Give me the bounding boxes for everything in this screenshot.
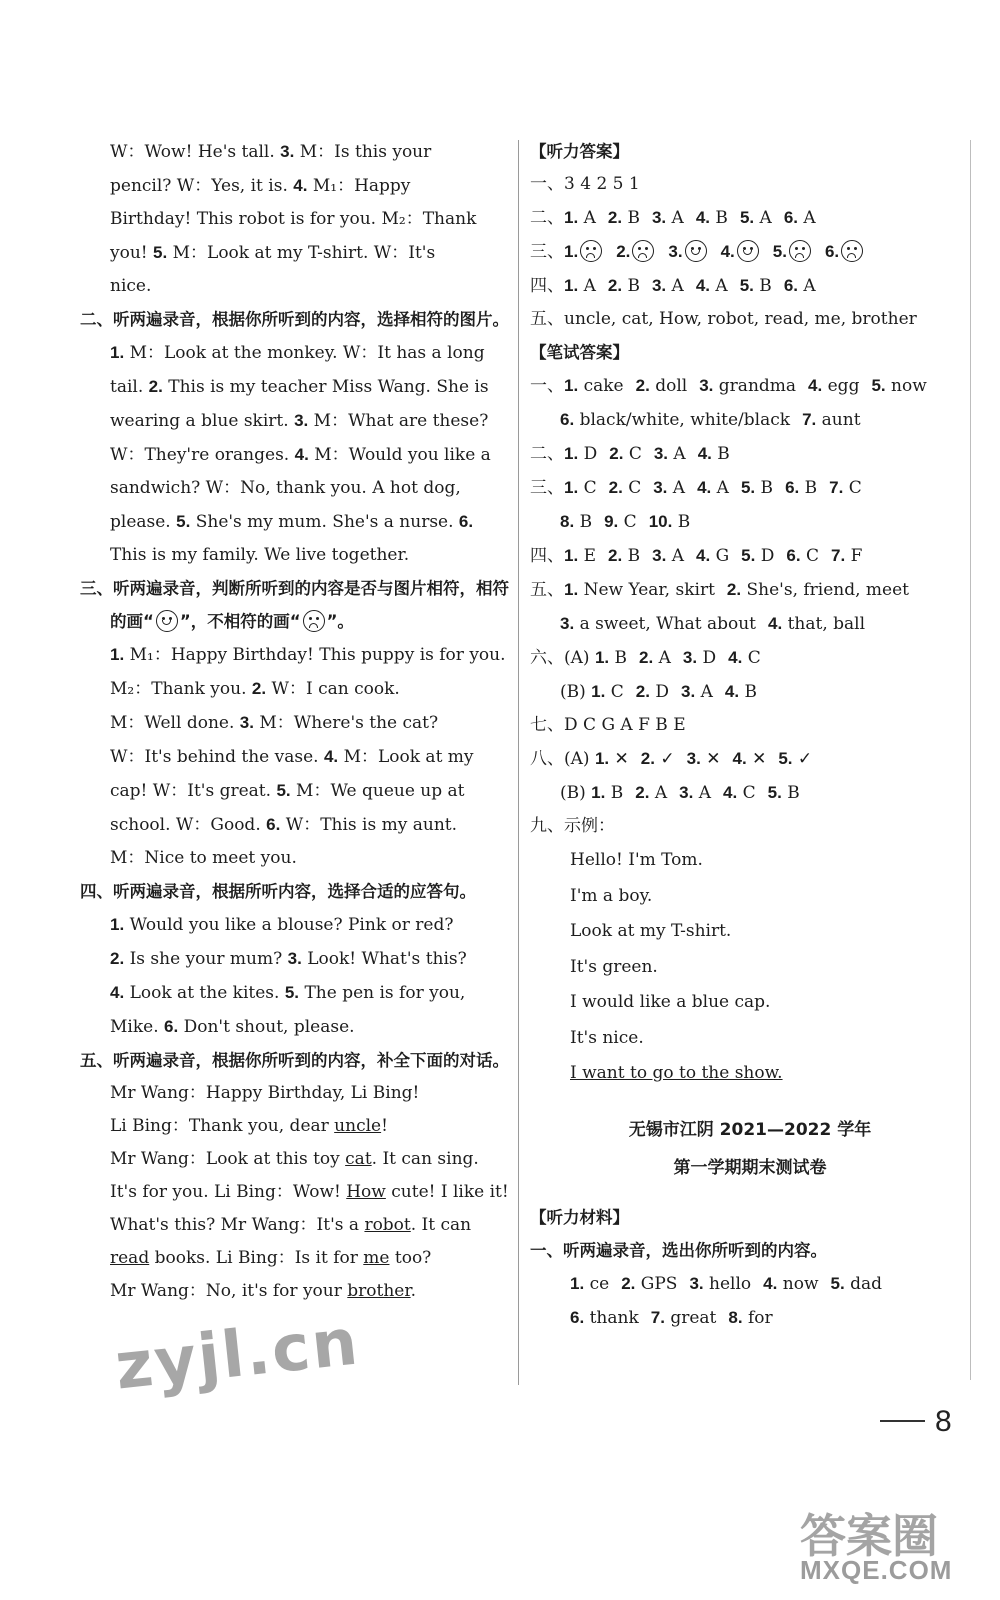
answer-line bbox=[530, 1301, 970, 1335]
text-line: W：Wow! He's tall. 3. M：Is this your bbox=[110, 142, 432, 162]
answer-line: 七、D C G A F B E bbox=[530, 715, 686, 735]
page-number-dash bbox=[880, 1420, 925, 1422]
answer-number: 1. bbox=[564, 546, 579, 565]
answer-value: A bbox=[649, 783, 668, 803]
answer-value: She's, friend, meet bbox=[741, 580, 910, 600]
answer-number: 9. bbox=[604, 512, 619, 531]
answer-number: 5. bbox=[767, 783, 782, 802]
answer-value: A bbox=[711, 478, 729, 498]
answer-number: 7. bbox=[802, 410, 817, 429]
answer-item bbox=[609, 444, 642, 464]
answer-value: G bbox=[710, 546, 730, 566]
answer-item bbox=[564, 444, 597, 464]
answer-value: B bbox=[672, 512, 691, 532]
answer-number: 5. bbox=[739, 276, 754, 295]
answer-item bbox=[831, 1274, 883, 1294]
answer-number: 3. bbox=[652, 546, 667, 565]
answer-number: 1. bbox=[591, 783, 606, 802]
answer-number: 1. bbox=[564, 478, 579, 497]
text-line: nice. bbox=[110, 276, 152, 296]
answer-value: A bbox=[798, 276, 816, 296]
answer-item bbox=[649, 512, 691, 532]
answer-number: 2. bbox=[621, 1274, 636, 1293]
watermark-logo: 答案圈 bbox=[800, 1509, 938, 1563]
answer-value: great bbox=[664, 1308, 717, 1328]
section-heading: 四、听两遍录音，根据所听内容，选择合适的应答句。 bbox=[80, 882, 476, 901]
watermark-url: MXQE.COM bbox=[800, 1555, 953, 1585]
right-column bbox=[530, 135, 970, 1335]
dialogue: Mr Wang：Happy Birthday, Li Bing! Li Bing：Thank you, dear uncle! Mr Wang：Look at this toy cat. It can sing. It's for you. Li Bing：Wow! How cute! I like it! What's this? Mr Wang：It's a robot. It can read books. Li Bing：Is it for me too? Mr Wang：No, it's for your brother. bbox=[110, 1083, 509, 1301]
answer-value: A bbox=[710, 276, 728, 296]
answer-value: B bbox=[711, 444, 730, 464]
answer-value: A bbox=[653, 648, 671, 668]
answer-number: 1. bbox=[564, 444, 579, 463]
answer-item bbox=[683, 648, 716, 668]
answer-number: 5. bbox=[871, 376, 886, 395]
answer-number: 4. bbox=[695, 546, 711, 565]
answer-number: 6. bbox=[824, 242, 840, 261]
text-line: pencil? W：Yes, it is. 4. M₁：Happy bbox=[110, 176, 411, 196]
answer-item bbox=[681, 682, 713, 702]
answer-item bbox=[564, 376, 624, 396]
answer-number: 3. bbox=[686, 749, 701, 768]
answer-value: B bbox=[609, 648, 628, 668]
answer-value: egg bbox=[822, 376, 860, 396]
text-para: 1. Would you like a blouse? Pink or red? 2. Is she your mum? 3. Look! What's this? 4. Look at the kites. 5. The pen is for you, Mike. 6. Don't shout, please. bbox=[110, 915, 467, 1037]
answer-item bbox=[698, 444, 730, 464]
answer-item bbox=[608, 276, 640, 296]
text-line: you! 5. M：Look at my T-shirt. W：It's bbox=[110, 243, 436, 263]
example-line: I'm a boy. bbox=[570, 885, 653, 906]
answer-item bbox=[825, 242, 865, 262]
answer-item bbox=[740, 276, 772, 296]
answer-item bbox=[595, 749, 629, 769]
answer-value: ✕ bbox=[746, 749, 767, 769]
answer-number: 3. bbox=[679, 783, 694, 802]
test-subtitle: 第一学期期末测试卷 bbox=[673, 1158, 827, 1178]
answer-value: C bbox=[622, 478, 642, 498]
answer-item bbox=[639, 648, 671, 668]
answer-value: ce bbox=[584, 1274, 610, 1294]
answer-number: 4. bbox=[763, 1274, 778, 1293]
answer-heading: 【听力材料】 bbox=[530, 1208, 629, 1227]
answer-heading: 【听力答案】 bbox=[530, 142, 629, 161]
answer-line: 八、(A) 1. ✕ 2. ✓ 3. ✕ 4. ✕ 5. ✓ bbox=[530, 749, 813, 769]
answer-value: D bbox=[697, 648, 717, 668]
answer-number: 1. bbox=[564, 242, 579, 261]
answer-item bbox=[652, 276, 684, 296]
answer-value: A bbox=[693, 783, 712, 803]
text-line: Birthday! This robot is for you. M₂：Thank bbox=[110, 209, 477, 229]
answer-line bbox=[530, 505, 970, 539]
answer-item bbox=[696, 208, 728, 228]
answer-item bbox=[831, 546, 862, 566]
answer-line: 二、1. A 2. B 3. A 4. B 5. A 6. A bbox=[530, 208, 816, 228]
answer-number: 5. bbox=[830, 1274, 845, 1293]
answer-number: 3. bbox=[651, 276, 667, 295]
answer-item bbox=[699, 376, 796, 396]
answer-value: D bbox=[649, 682, 670, 702]
column-divider bbox=[518, 140, 519, 1385]
answer-value: A bbox=[754, 208, 772, 228]
answer-number: 8. bbox=[560, 512, 575, 531]
answer-value: D bbox=[755, 546, 775, 566]
answer-value: A bbox=[798, 208, 816, 228]
answer-number: 2. bbox=[609, 444, 624, 463]
answer-number: 2. bbox=[635, 783, 650, 802]
answer-item bbox=[591, 682, 624, 702]
answer-value: A bbox=[667, 478, 686, 498]
answer-item bbox=[564, 208, 596, 228]
answer-value: B bbox=[574, 512, 593, 532]
example-line: It's green. bbox=[570, 956, 658, 977]
answer-number: 2. bbox=[635, 682, 650, 701]
section-heading: 三、听两遍录音，判断所听到的内容是否与图片相符，相符的画“ ”，不相符的画“ ”。 bbox=[80, 579, 509, 631]
answer-item bbox=[652, 208, 684, 228]
answer-number: 2. bbox=[608, 478, 623, 497]
answer-value: D bbox=[578, 444, 598, 464]
answer-line bbox=[530, 403, 970, 437]
answer-number: 5. bbox=[772, 242, 787, 261]
answer-number: 6. bbox=[785, 478, 800, 497]
answer-item bbox=[785, 478, 817, 498]
sad-face-icon bbox=[632, 240, 654, 262]
section-heading: 二、听两遍录音，根据你所听到的内容，选择相符的图片。 bbox=[80, 310, 509, 329]
answer-item bbox=[595, 648, 627, 668]
answer-item bbox=[564, 546, 596, 566]
answer-line: (B) 1. B 2. A 3. A 4. C 5. B bbox=[560, 783, 800, 803]
answer-value: A bbox=[578, 208, 596, 228]
answer-item bbox=[604, 512, 637, 532]
answer-item bbox=[721, 242, 761, 262]
answer-item bbox=[616, 242, 656, 262]
answer-item bbox=[636, 376, 688, 396]
answer-value: C bbox=[605, 682, 624, 702]
answer-value: that, ball bbox=[782, 614, 866, 634]
answer-value: A bbox=[666, 546, 684, 566]
answer-line: 一、1. cake 2. doll 3. grandma 4. egg 5. now bbox=[530, 376, 927, 396]
answer-value: B bbox=[753, 276, 772, 296]
answer-line bbox=[530, 607, 970, 641]
answer-item bbox=[741, 546, 774, 566]
answer-line: 三、1. C 2. C 3. A 4. A 5. B 6. B 7. C bbox=[530, 478, 862, 498]
answer-item bbox=[636, 682, 669, 702]
answer-value: B bbox=[710, 208, 728, 228]
answer-item bbox=[740, 208, 772, 228]
smile-face-icon bbox=[685, 240, 707, 262]
answer-item bbox=[608, 546, 640, 566]
smile-face-icon bbox=[156, 610, 178, 632]
answer-number: 2. bbox=[635, 376, 650, 395]
answer-value: hello bbox=[703, 1274, 752, 1294]
answer-number: 3. bbox=[651, 208, 667, 227]
answer-value: B bbox=[605, 783, 624, 803]
answer-value: GPS bbox=[635, 1274, 678, 1294]
answer-number: 4. bbox=[723, 783, 738, 802]
section-heading: 一、听两遍录音，选出你所听到的内容。 bbox=[530, 1241, 827, 1260]
answer-item bbox=[723, 783, 756, 803]
answer-item bbox=[564, 276, 596, 296]
answer-line: 一、3 4 2 5 1 bbox=[530, 174, 640, 194]
answer-item bbox=[560, 512, 592, 532]
answer-value: C bbox=[737, 783, 756, 803]
answer-number: 1. bbox=[564, 208, 579, 227]
answer-item bbox=[641, 749, 675, 769]
answer-item bbox=[786, 546, 819, 566]
answer-number: 3. bbox=[653, 478, 668, 497]
answer-value: C bbox=[578, 478, 597, 498]
answer-value: ✕ bbox=[609, 749, 629, 769]
answer-number: 4. bbox=[697, 444, 712, 463]
answer-number: 8. bbox=[728, 1308, 743, 1327]
answer-value: F bbox=[845, 546, 863, 566]
answer-number: 1. bbox=[591, 682, 606, 701]
example-line: Look at my T-shirt. bbox=[570, 921, 732, 941]
answer-item bbox=[741, 478, 773, 498]
answer-value: aunt bbox=[816, 410, 861, 430]
answer-item bbox=[687, 749, 721, 769]
answer-item bbox=[696, 276, 728, 296]
page-number: 8 bbox=[935, 1405, 952, 1438]
answer-number: 7. bbox=[650, 1308, 665, 1327]
answer-item bbox=[608, 208, 640, 228]
answer-number: 2. bbox=[608, 546, 623, 565]
answer-number: 1. bbox=[564, 376, 579, 395]
answer-number: 5. bbox=[740, 478, 756, 497]
answer-number: 4. bbox=[732, 749, 747, 768]
answer-number: 5. bbox=[739, 208, 755, 227]
answer-value: A bbox=[666, 208, 684, 228]
answer-number: 5. bbox=[778, 749, 793, 768]
answer-number: 6. bbox=[560, 410, 575, 429]
answer-number: 1. bbox=[594, 749, 610, 768]
answer-item bbox=[668, 242, 708, 262]
answer-value: A bbox=[668, 444, 686, 464]
answer-item bbox=[564, 478, 597, 498]
sad-face-icon bbox=[841, 240, 863, 262]
answer-item bbox=[679, 783, 711, 803]
answer-value: thank bbox=[584, 1308, 639, 1328]
answer-value: ✓ bbox=[654, 749, 675, 769]
answer-value: black/white, white/black bbox=[574, 410, 791, 430]
answer-value: B bbox=[739, 682, 757, 702]
answer-number: 1. bbox=[594, 648, 610, 667]
answer-number: 4. bbox=[697, 478, 712, 497]
answer-number: 2. bbox=[616, 242, 631, 261]
answer-item bbox=[768, 614, 865, 634]
answer-value: B bbox=[622, 276, 640, 296]
answer-number: 6. bbox=[570, 1308, 585, 1327]
answer-item bbox=[652, 546, 684, 566]
answer-value: ✕ bbox=[700, 749, 721, 769]
answer-item bbox=[871, 376, 926, 396]
answer-number: 10. bbox=[648, 512, 673, 531]
answer-number: 3. bbox=[682, 648, 698, 667]
answer-item bbox=[784, 276, 816, 296]
left-column bbox=[80, 135, 510, 1308]
answer-number: 6. bbox=[783, 276, 798, 295]
answer-line: 五、uncle, cat, How, robot, read, me, brother bbox=[530, 309, 917, 329]
test-title: 无锡市江阴 2021—2022 学年 bbox=[628, 1120, 872, 1140]
answer-item bbox=[773, 242, 813, 262]
answer-value: C bbox=[843, 478, 862, 498]
answer-value: for bbox=[742, 1308, 773, 1328]
answer-value: A bbox=[578, 276, 596, 296]
answer-line: 二、1. D 2. C 3. A 4. B bbox=[530, 444, 730, 464]
answer-number: 3. bbox=[560, 614, 575, 633]
answer-number: 4. bbox=[720, 242, 735, 261]
answer-item bbox=[697, 478, 729, 498]
answer-item bbox=[635, 783, 667, 803]
answer-number: 2. bbox=[640, 749, 655, 768]
answer-value: B bbox=[799, 478, 818, 498]
example-lines bbox=[530, 843, 970, 1056]
answer-number: 2. bbox=[607, 208, 623, 227]
answer-item bbox=[727, 580, 909, 600]
answer-number: 1. bbox=[564, 580, 579, 599]
answer-line: 六、(A) 1. B 2. A 3. D 4. C bbox=[530, 648, 761, 668]
answer-number: 3. bbox=[668, 242, 683, 261]
answer-value: dad bbox=[844, 1274, 882, 1294]
answer-number: 6. bbox=[783, 208, 798, 227]
answer-number: 3. bbox=[653, 444, 669, 463]
answer-number: 4. bbox=[728, 648, 743, 667]
answer-number: 7. bbox=[831, 546, 846, 565]
answer-item bbox=[689, 1274, 751, 1294]
answer-item bbox=[560, 614, 756, 634]
answer-item bbox=[725, 682, 757, 702]
answer-item bbox=[696, 546, 729, 566]
sad-face-icon bbox=[303, 610, 325, 632]
answer-value: A bbox=[695, 682, 713, 702]
answer-value: C bbox=[742, 648, 761, 668]
answer-item bbox=[591, 783, 623, 803]
answer-item bbox=[570, 1308, 639, 1328]
answer-number: 7. bbox=[829, 478, 844, 497]
answer-number: 2. bbox=[607, 276, 623, 295]
answer-item bbox=[763, 1274, 818, 1294]
answer-value: B bbox=[622, 208, 640, 228]
answer-number: 4. bbox=[695, 276, 711, 295]
answer-item bbox=[654, 444, 686, 464]
answer-value: B bbox=[781, 783, 800, 803]
answer-item bbox=[570, 1274, 609, 1294]
answer-value: doll bbox=[649, 376, 688, 396]
answer-number: 2. bbox=[726, 580, 742, 599]
answer-line: 三、1. 2. 3. 4. 5. 6. bbox=[530, 235, 970, 269]
answer-value: C bbox=[623, 444, 642, 464]
answer-item bbox=[728, 1308, 772, 1328]
answer-line: 四、1. E 2. B 3. A 4. G 5. D 6. C 7. F bbox=[530, 546, 863, 566]
example-line: I would like a blue cap. bbox=[570, 992, 771, 1012]
answer-value: C bbox=[618, 512, 637, 532]
section-heading: 五、听两遍录音，根据你所听到的内容，补全下面的对话。 bbox=[80, 1051, 509, 1070]
answer-number: 4. bbox=[724, 682, 740, 701]
answer-heading: 【笔试答案】 bbox=[530, 343, 629, 362]
answer-number: 4. bbox=[768, 614, 783, 633]
text-para: 1. M₁：Happy Birthday! This puppy is for you. M₂：Thank you. 2. W：I can cook. M：Well done. 3. M：Where's the cat? W：It's behind the vase. 4. M：Look at my cap! W：It's great. 5. M：We queue up at school. W：Good. 6. W：This is my aunt. M：Nice to meet you. bbox=[110, 645, 506, 868]
sad-face-icon bbox=[580, 240, 602, 262]
answer-line: 四、1. A 2. B 3. A 4. A 5. B 6. A bbox=[530, 276, 816, 296]
answer-item bbox=[768, 783, 800, 803]
answer-value: ✓ bbox=[792, 749, 813, 769]
example-last-line: I want to go to the show. bbox=[570, 1063, 783, 1083]
answer-item bbox=[653, 478, 685, 498]
answer-item bbox=[784, 208, 816, 228]
answer-item bbox=[564, 242, 604, 262]
answer-line: 九、示例： bbox=[530, 816, 615, 836]
text-para: 1. M：Look at the monkey. W：It has a long tail. 2. This is my teacher Miss Wang. She is wearing a blue skirt. 3. M：What are these? W：They're oranges. 4. M：Would you like a sandwich? W：No, thank you. A hot dog, please. 5. She's my mum. She's a nurse. 6. This is my family. We live together. bbox=[110, 343, 491, 565]
answer-value: a sweet, What about bbox=[574, 614, 756, 634]
answer-number: 4. bbox=[695, 208, 711, 227]
sad-face-icon bbox=[789, 240, 811, 262]
answer-number: 3. bbox=[699, 376, 714, 395]
answer-value: now bbox=[777, 1274, 819, 1294]
answer-number: 3. bbox=[681, 682, 696, 701]
answer-line bbox=[530, 1267, 970, 1301]
answer-line: (B) 1. C 2. D 3. A 4. B bbox=[560, 682, 757, 702]
answer-value: New Year, skirt bbox=[578, 580, 715, 600]
answer-item bbox=[651, 1308, 717, 1328]
answer-value: C bbox=[800, 546, 819, 566]
answer-number: 5. bbox=[741, 546, 756, 565]
answer-number: 1. bbox=[570, 1274, 585, 1293]
example-line: It's nice. bbox=[570, 1027, 644, 1048]
answer-line: 五、1. New Year, skirt 2. She's, friend, meet bbox=[530, 580, 910, 600]
answer-item bbox=[829, 478, 862, 498]
answer-item bbox=[732, 749, 766, 769]
answer-item bbox=[621, 1274, 677, 1294]
answer-value: now bbox=[885, 376, 927, 396]
answer-number: 4. bbox=[808, 376, 823, 395]
smile-face-icon bbox=[737, 240, 759, 262]
answer-number: 2. bbox=[639, 648, 654, 667]
answer-value: A bbox=[666, 276, 684, 296]
answer-value: grandma bbox=[713, 376, 797, 396]
answer-item bbox=[802, 410, 860, 430]
answer-number: 1. bbox=[564, 276, 579, 295]
answer-item bbox=[728, 648, 761, 668]
answer-item bbox=[564, 580, 715, 600]
answer-item bbox=[778, 749, 812, 769]
answer-value: B bbox=[755, 478, 774, 498]
watermark-zyjl: zyjl.cn bbox=[111, 1305, 363, 1405]
example-line: Hello! I'm Tom. bbox=[570, 850, 703, 870]
right-margin-rule bbox=[970, 140, 971, 1380]
answer-item bbox=[560, 410, 790, 430]
answer-number: 3. bbox=[689, 1274, 704, 1293]
answer-value: E bbox=[578, 546, 597, 566]
answer-number: 6. bbox=[786, 546, 801, 565]
answer-value: cake bbox=[578, 376, 624, 396]
answer-value: B bbox=[622, 546, 641, 566]
answer-item bbox=[808, 376, 859, 396]
answer-item bbox=[609, 478, 642, 498]
